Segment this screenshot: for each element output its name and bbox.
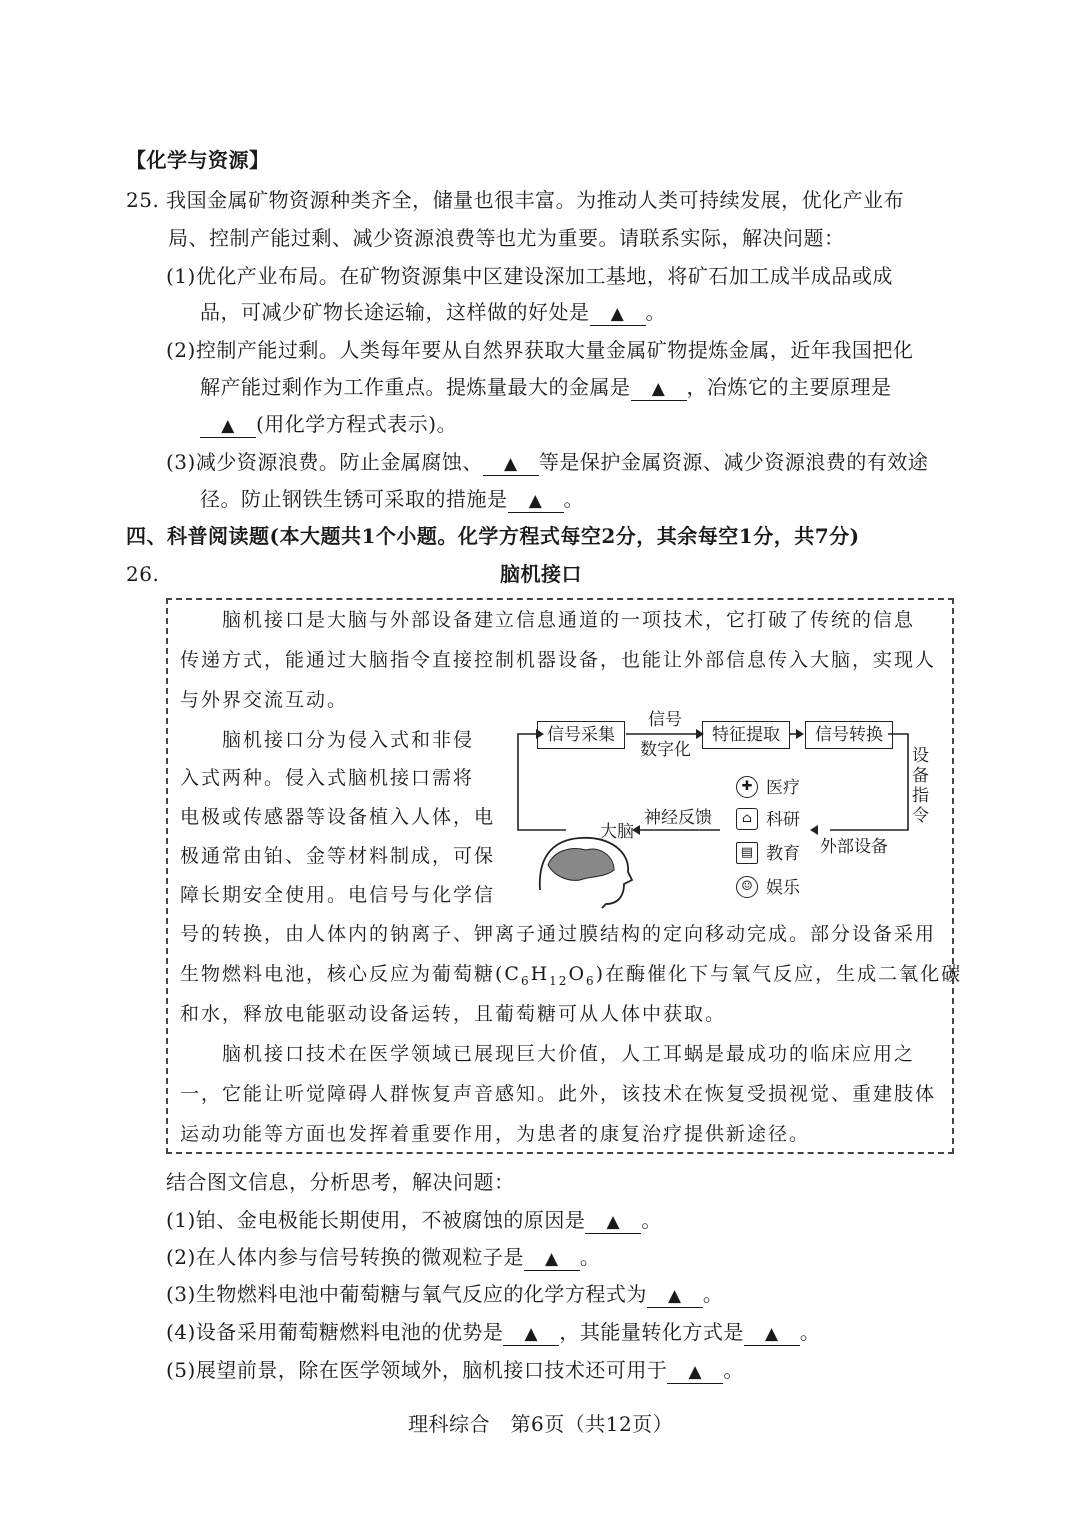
q25-part1-text: 品，可减少矿物长途运输，这样做的好处是 <box>200 300 590 324</box>
medical-icon: ✚ <box>736 776 758 798</box>
answer-blank[interactable]: ▲ <box>647 1285 703 1308</box>
label-device-cmd-4: 令 <box>912 806 929 826</box>
q25-part2-text3: (用化学方程式表示)。 <box>256 412 458 436</box>
q26-sub2 <box>166 1243 600 1271</box>
answer-blank[interactable]: ▲ <box>483 453 539 476</box>
passage-para1-line3: 与外界交流互动。 <box>180 689 349 711</box>
q26-sub1 <box>166 1206 662 1234</box>
period: 。 <box>723 1358 744 1382</box>
q25-part3-text3: 径。防止钢铁生锈可采取的措施是 <box>200 487 508 511</box>
q25-part3-text2: 等是保护金属资源、减少资源浪费的有效途 <box>538 450 929 474</box>
answer-blank[interactable]: ▲ <box>200 415 256 438</box>
passage-para3-line2: 一，它能让听觉障碍人群恢复声音感知。此外，该技术在恢复受损视觉、重建肢体 <box>180 1083 937 1105</box>
passage-para1-line2: 传递方式，能通过大脑指令直接控制机器设备，也能让外部信息传入大脑，实现人 <box>180 649 937 671</box>
q26-title: 脑机接口 <box>500 562 582 586</box>
period: 。 <box>641 1208 662 1232</box>
answer-blank[interactable]: ▲ <box>744 1323 800 1346</box>
q26-sub4-text2: ，其能量转化方式是 <box>559 1320 744 1344</box>
q26-sub5-text: (5)展望前景，除在医学领域外，脑机接口技术还可用于 <box>166 1358 668 1382</box>
answer-blank[interactable]: ▲ <box>590 303 646 326</box>
answer-blank[interactable]: ▲ <box>585 1211 641 1234</box>
use-research: 科研 <box>766 810 800 830</box>
q25-part3-line1 <box>166 448 928 476</box>
answer-blank[interactable]: ▲ <box>667 1361 723 1384</box>
formula-post: )在酶催化下与氧气反应，生成二氧化碳 <box>595 963 963 985</box>
formula-pre: 生物燃料电池，核心反应为葡萄糖(C <box>180 963 521 985</box>
q25-stem-line2: 局、控制产能过剩、减少资源浪费等也尤为重要。请联系实际，解决问题： <box>168 226 845 250</box>
formula-o: O <box>568 963 587 985</box>
q26-number: 26. <box>126 562 160 586</box>
label-brain: 大脑 <box>600 822 634 842</box>
entertainment-icon: ☺ <box>736 876 758 898</box>
q25-part2-line1: (2)控制产能过剩。人类每年要从自然界获取大量金属矿物提炼金属，近年我国把化 <box>166 338 914 362</box>
passage-para2-line6: 号的转换，由人体内的钠离子、钾离子通过膜结构的定向移动完成。部分设备采用 <box>180 923 937 945</box>
passage-para2-line2: 入式两种。侵入式脑机接口需将 <box>180 767 475 789</box>
passage-para3-line3: 运动功能等方面也发挥着重要作用，为患者的康复治疗提供新途径。 <box>180 1123 811 1145</box>
education-icon: ▤ <box>736 842 758 864</box>
passage-para2-line1: 脑机接口分为侵入式和非侵 <box>222 729 475 751</box>
passage-para1-line1: 脑机接口是大脑与外部设备建立信息通道的一项技术，它打破了传统的信息 <box>222 609 916 631</box>
answer-blank[interactable]: ▲ <box>503 1323 559 1346</box>
use-medical: 医疗 <box>766 778 800 798</box>
formula-h: H <box>530 963 550 985</box>
use-entertainment: 娱乐 <box>766 878 800 898</box>
passage-para2-line7 <box>180 960 962 995</box>
passage-para2-line3: 电极或传感器等设备植入人体，电 <box>180 806 496 828</box>
label-device-cmd-1: 设 <box>912 746 929 766</box>
period: 。 <box>645 300 666 324</box>
use-education: 教育 <box>766 844 800 864</box>
q25-part2-text2: ，冶炼它的主要原理是 <box>686 375 892 399</box>
subscript: 12 <box>549 973 569 988</box>
brain-head-illustration <box>540 838 632 908</box>
passage-para2-line4: 极通常由铂、金等材料制成，可保 <box>180 845 496 867</box>
subscript: 6 <box>586 973 596 988</box>
answer-blank[interactable]: ▲ <box>508 490 564 513</box>
signal-convert-box: 信号转换 <box>805 721 893 749</box>
q25-part1-line2 <box>200 298 666 326</box>
passage-para3-line1: 脑机接口技术在医学领域已展现巨大价值，人工耳蜗是最成功的临床应用之 <box>222 1043 916 1065</box>
answer-blank[interactable]: ▲ <box>631 378 687 401</box>
q25-part2-text: 解产能过剩作为工作重点。提炼量最大的金属是 <box>200 375 631 399</box>
q26-sub3 <box>166 1280 723 1308</box>
q26-sub4 <box>166 1318 820 1346</box>
q25-part2-line2 <box>200 373 892 401</box>
q26-sub5 <box>166 1356 744 1384</box>
q25-stem-line1: 25. 我国金属矿物资源种类齐全，储量也很丰富。为推动人类可持续发展，优化产业布 <box>126 188 905 212</box>
answer-blank[interactable]: ▲ <box>524 1248 580 1271</box>
section-heading-reading: 四、科普阅读题(本大题共1个小题。化学方程式每空2分，其余每空1分，共7分) <box>126 524 860 548</box>
label-external-device: 外部设备 <box>820 837 888 857</box>
period: 。 <box>799 1320 821 1344</box>
q26-sub4-text: (4)设备采用葡萄糖燃料电池的优势是 <box>166 1320 504 1344</box>
arrow-head <box>796 729 804 739</box>
q26-sub1-text: (1)铂、金电极能长期使用，不被腐蚀的原因是 <box>166 1208 586 1232</box>
passage-para2-line5: 障长期安全使用。电信号与化学信 <box>180 884 496 906</box>
q26-sub3-text: (3)生物燃料电池中葡萄糖与氧气反应的化学方程式为 <box>166 1282 647 1306</box>
q25-part3-text: (3)减少资源浪费。防止金属腐蚀、 <box>166 450 483 474</box>
section-heading-chemistry: 【化学与资源】 <box>126 148 270 172</box>
feature-extract-box: 特征提取 <box>702 721 790 749</box>
page-footer: 理科综合 第6页（共12页） <box>408 1412 674 1436</box>
q25-part2-line3 <box>200 410 457 438</box>
q26-intro: 结合图文信息，分析思考，解决问题： <box>166 1170 515 1194</box>
subscript: 6 <box>520 973 531 988</box>
period: 。 <box>579 1245 601 1269</box>
label-digitize: 数字化 <box>640 740 691 760</box>
period: 。 <box>702 1282 724 1306</box>
research-icon: ⌂ <box>736 808 758 830</box>
label-device-cmd-2: 备 <box>912 766 929 786</box>
q25-part1-line1: (1)优化产业布局。在矿物资源集中区建设深加工基地，将矿石加工成半成品或成 <box>166 264 893 288</box>
label-device-cmd-3: 指 <box>912 786 929 806</box>
passage-para2-line8: 和水，释放电能驱动设备运转，且葡萄糖可从人体中获取。 <box>180 1003 727 1025</box>
q26-sub2-text: (2)在人体内参与信号转换的微观粒子是 <box>166 1245 524 1269</box>
arrow-head <box>810 825 818 835</box>
q25-part3-line2 <box>200 485 584 513</box>
period: 。 <box>563 487 584 511</box>
label-signal: 信号 <box>648 710 682 730</box>
signal-collect-box: 信号采集 <box>537 721 625 749</box>
label-neural-feedback: 神经反馈 <box>644 808 712 828</box>
